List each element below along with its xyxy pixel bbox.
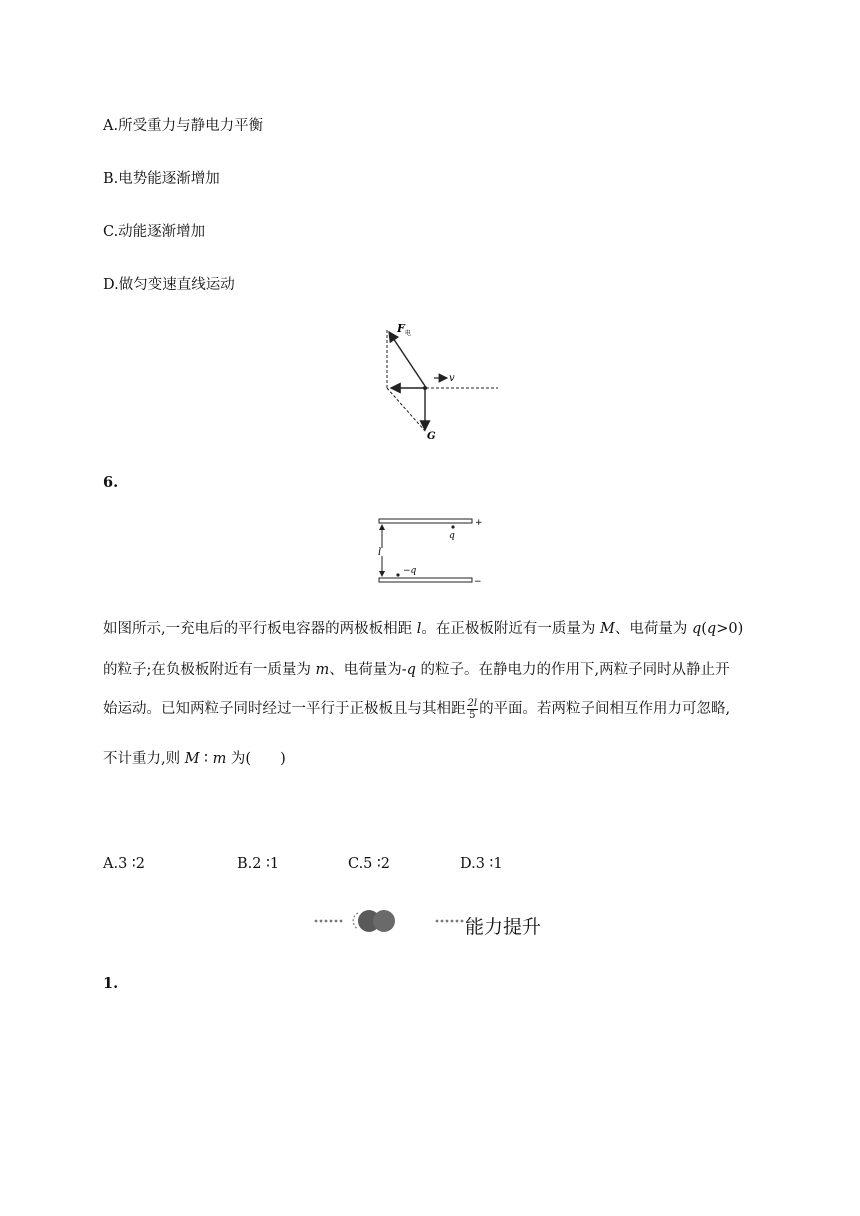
option-c: C.动能逐渐增加 bbox=[103, 224, 206, 240]
force-subscript: 电 bbox=[405, 330, 412, 337]
option-b: B.电势能逐渐增加 bbox=[103, 171, 220, 187]
option-d: D.做匀变速直线运动 bbox=[103, 277, 235, 293]
force-label: F bbox=[397, 322, 405, 335]
q6-option-c: C.5 ∶2 bbox=[348, 856, 391, 872]
q6-option-a: A.3 ∶2 bbox=[103, 856, 145, 872]
stem-line-2: 的粒子;在负极板附近有一质量为 m、电荷量为-q 的粒子。在静电力的作用下,两粒子同时从静止开 bbox=[103, 662, 730, 678]
question-number-next: 1. bbox=[103, 975, 119, 992]
plus-sign: + bbox=[475, 518, 483, 528]
velocity-label: v bbox=[449, 373, 455, 384]
minus-sign: − bbox=[474, 577, 482, 586]
dashed-diagonal bbox=[387, 388, 425, 431]
stem-line-1: 如图所示,一充电后的平行板电容器的两极板相距 l。在正极板附近有一质量为 M、电荷量为 q(q>0) bbox=[103, 621, 744, 637]
positive-charge-dot bbox=[451, 525, 454, 528]
q6-option-b: B.2 ∶1 bbox=[237, 856, 280, 872]
q6-option-d: D.3 ∶1 bbox=[460, 856, 503, 872]
section-title: 能力提升 bbox=[465, 916, 542, 938]
question-number: 6. bbox=[103, 474, 119, 491]
gravity-label: G bbox=[427, 431, 436, 442]
stem-line-3: 始运动。已知两粒子同时经过一平行于正极板且与其相距 $\frac{2l}{5}$ 的平面。若两粒子间相互作用力可忽略, bbox=[103, 697, 731, 721]
negative-plate bbox=[379, 578, 472, 582]
distance-label: l bbox=[378, 547, 382, 558]
neg-q-label: −q bbox=[403, 566, 417, 576]
positive-plate bbox=[379, 519, 472, 523]
fraction: $\frac{2l}{5}$ bbox=[467, 697, 478, 721]
electric-force-arrow bbox=[389, 332, 425, 386]
q-label: q bbox=[449, 531, 455, 541]
force-diagram bbox=[370, 318, 510, 443]
particle-dot bbox=[423, 386, 427, 390]
capacitor-diagram bbox=[370, 514, 490, 586]
circle-icon-right bbox=[373, 910, 395, 932]
negative-charge-dot bbox=[396, 573, 399, 576]
stem-line-4: 不计重力,则 M ∶ m 为( ) bbox=[103, 751, 286, 767]
option-a: A.所受重力与静电力平衡 bbox=[103, 118, 264, 134]
